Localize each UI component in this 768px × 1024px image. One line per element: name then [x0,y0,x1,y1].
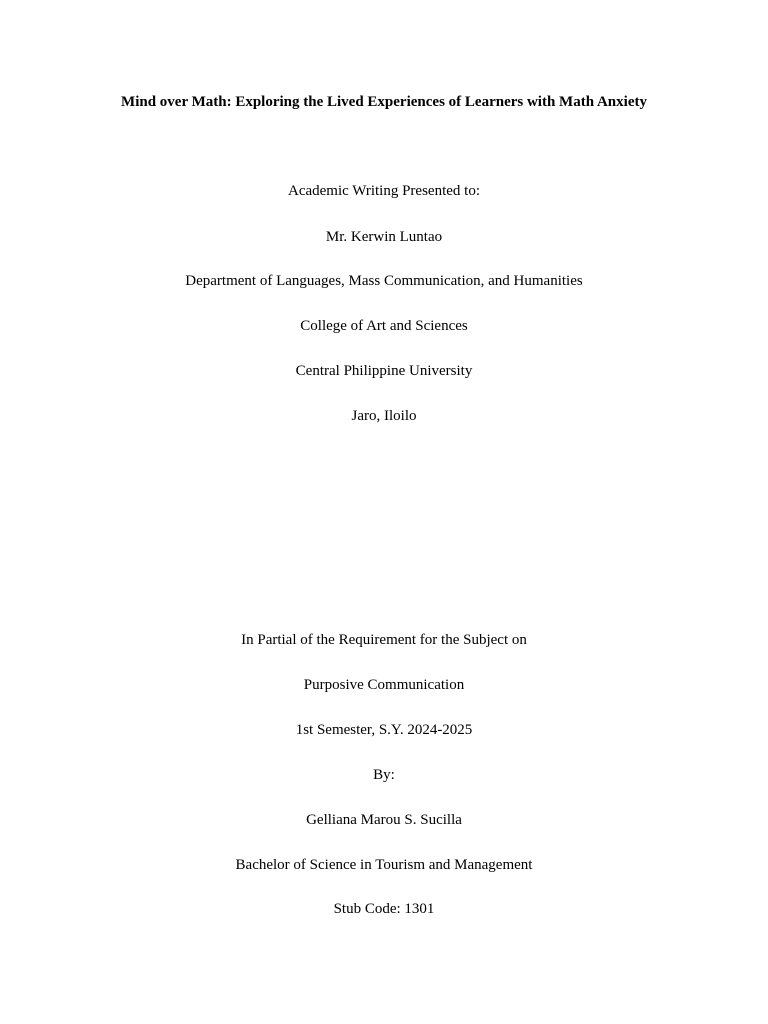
instructor-name: Mr. Kerwin Luntao [325,229,443,245]
author-program: Bachelor of Science in Tourism and Management [235,857,533,873]
location: Jaro, Iloilo [351,408,417,424]
stub-code: Stub Code: 1301 [333,901,435,917]
subject-name: Purposive Communication [303,677,465,693]
college-name: College of Art and Sciences [300,318,468,334]
semester-term: 1st Semester, S.Y. 2024-2025 [295,722,473,738]
department-name: Department of Languages, Mass Communication, and Humanities [185,273,583,289]
university-name: Central Philippine University [295,363,473,379]
author-name: Gelliana Marou S. Sucilla [306,812,462,828]
by-label: By: [373,767,395,783]
presented-to-intro: Academic Writing Presented to: [288,183,480,199]
requirement-statement: In Partial of the Requirement for the Subject on [241,632,527,648]
document-title: Mind over Math: Exploring the Lived Experiences of Learners with Math Anxiety [121,94,647,110]
